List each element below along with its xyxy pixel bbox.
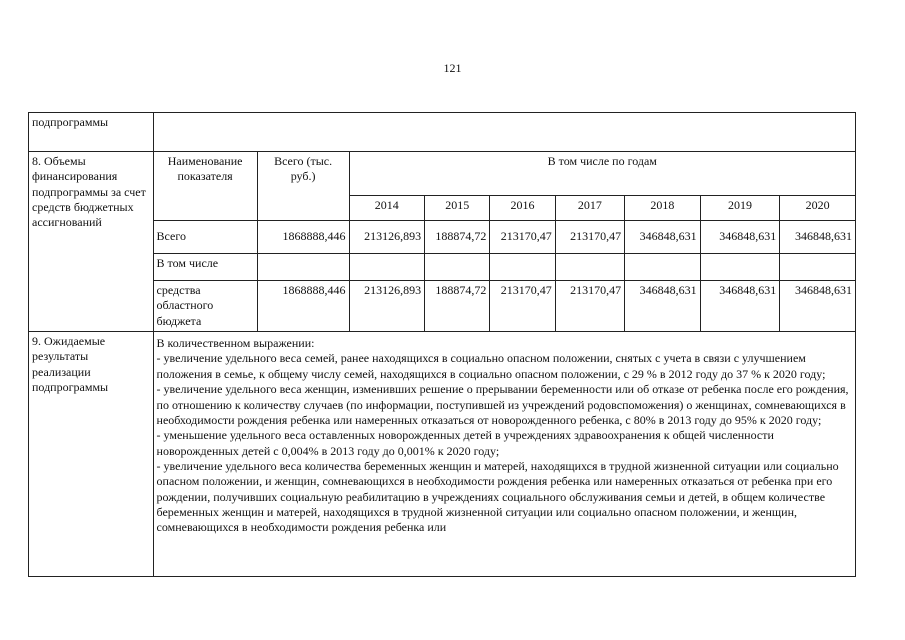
year-value <box>700 254 780 281</box>
section-label: подпрограммы <box>29 113 154 152</box>
total-value <box>257 254 349 281</box>
table-row <box>29 281 856 332</box>
year-value: 346848,631 <box>780 281 856 332</box>
results-line: В количественном выражении: <box>156 336 315 351</box>
results-line: - увеличение удельного веса семей, ранее находящихся в социально опасном положении, снятых с учета в связи с улучшением положения в семье, к общему числу семей, находящихся в социально опасном положении, с 29 % в 2012 году до 37 % к 2020 году; <box>156 351 826 381</box>
year-value <box>780 254 856 281</box>
year-value <box>625 254 701 281</box>
year-header: 2014 <box>349 196 425 221</box>
results-line: - увеличение удельного веса женщин, изменивших решение о прерывании беременности или об отказе от ребенка после его рождения, по отношению к количеству случаев (по информации, поступившей из учреждений родовспоможения) о женщинах, сомневающихся в необходимости рождения ребенка или намеренных отказаться от новорожденного ребенка, с 80% в 2013 году до 95% к 2020 году; <box>156 382 849 427</box>
results-text <box>153 332 855 577</box>
year-header: 2015 <box>425 196 490 221</box>
column-header-name: Наименование показателя <box>153 152 257 221</box>
year-value <box>425 254 490 281</box>
column-header-by-years: В том числе по годам <box>349 152 855 196</box>
year-value: 346848,631 <box>780 221 856 254</box>
page-number: 121 <box>443 61 462 75</box>
year-header: 2020 <box>780 196 856 221</box>
empty-cell <box>153 113 855 152</box>
table-row <box>29 113 856 152</box>
row-label: средства областного бюджета <box>153 281 257 332</box>
row-label: Всего <box>153 221 257 254</box>
year-value <box>490 254 555 281</box>
year-value <box>555 254 624 281</box>
total-value: 1868888,446 <box>257 281 349 332</box>
table-row <box>29 152 856 196</box>
year-header: 2016 <box>490 196 555 221</box>
year-header: 2019 <box>700 196 780 221</box>
table-row <box>29 221 856 254</box>
year-value: 213170,47 <box>490 221 555 254</box>
year-value <box>349 254 425 281</box>
year-value: 213170,47 <box>555 221 624 254</box>
year-value: 346848,631 <box>700 221 780 254</box>
passport-table <box>28 112 856 577</box>
year-value: 346848,631 <box>625 281 701 332</box>
total-value: 1868888,446 <box>257 221 349 254</box>
year-value: 213126,893 <box>349 281 425 332</box>
year-header: 2017 <box>555 196 624 221</box>
results-line: - увеличение удельного веса количества беременных женщин и матерей, находящихся в трудной жизненной ситуации или социально опасном положении, и женщин, сомневающихся в необходимости рождения ребенка или намеренных отказаться от ребенка при его рождении, получивших социальную реабилитацию в учреждениях социального обслуживания семьи и детей, в общем количестве беременных женщин и матерей, находящихся в трудной жизненной ситуации или социально опасном положении, и женщин, сомневающихся в необходимости рождения ребенка или <box>156 458 839 535</box>
table-row <box>29 254 856 281</box>
year-value: 346848,631 <box>700 281 780 332</box>
year-value: 188874,72 <box>425 221 490 254</box>
section-label-financing: 8. Объемы финансирования подпрограммы за счет средств бюджетных ассигнований <box>29 152 154 332</box>
section-label-results: 9. Ожидаемые результаты реализации подпрограммы <box>29 332 154 577</box>
year-value: 213126,893 <box>349 221 425 254</box>
year-value: 188874,72 <box>425 281 490 332</box>
year-value: 213170,47 <box>490 281 555 332</box>
row-label: В том числе <box>153 254 257 281</box>
table-row <box>29 332 856 577</box>
results-line: - уменьшение удельного веса оставленных новорожденных детей в учреждениях здравоохранения к общей численности новорожденных детей с 0,004% в 2013 году до 0,001% к 2020 году; <box>156 428 774 458</box>
year-value: 213170,47 <box>555 281 624 332</box>
year-value: 346848,631 <box>625 221 701 254</box>
year-header: 2018 <box>625 196 701 221</box>
column-header-total: Всего (тыс. руб.) <box>257 152 349 221</box>
